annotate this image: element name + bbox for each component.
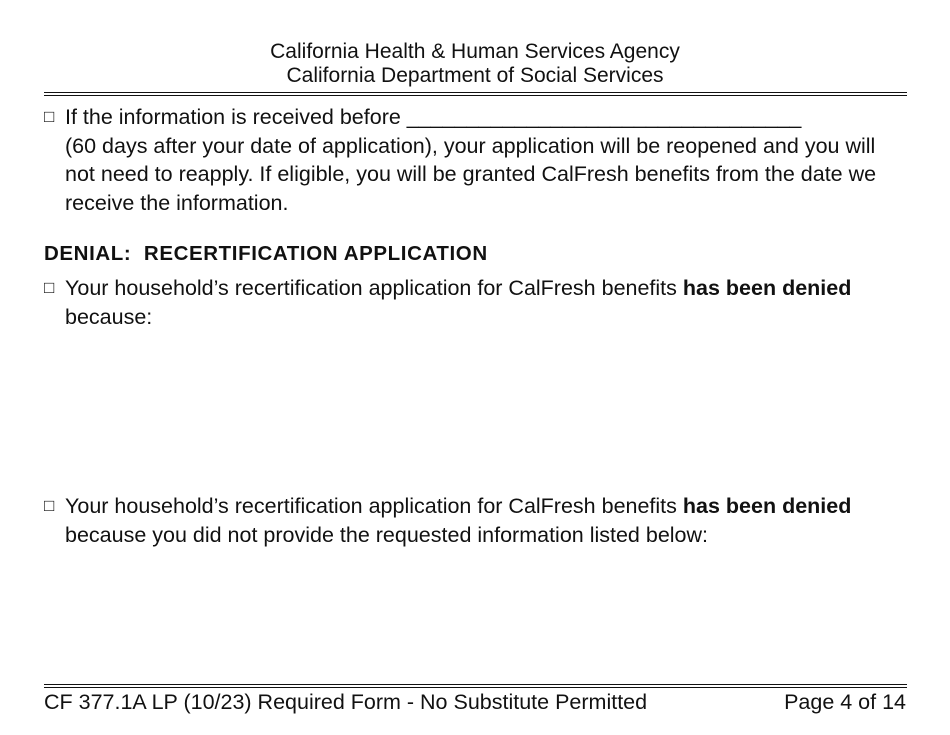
department-name: California Department of Social Services	[286, 64, 664, 87]
checkbox-icon[interactable]: □	[44, 496, 55, 515]
denied-info-lead: Your household’s recertification application for CalFresh benefits	[65, 494, 683, 518]
denied-reason-lead: Your household’s recertification application for CalFresh benefits	[65, 276, 683, 300]
denied-reason-emphasis: has been denied	[682, 276, 852, 300]
header-divider	[44, 92, 907, 96]
reopen-text-lead: If the information is received before	[65, 105, 407, 129]
agency-name: California Health & Human Services Agency	[270, 40, 680, 63]
page-header	[0, 40, 950, 88]
checkbox-icon[interactable]: □	[44, 278, 55, 297]
denied-info-tail: because you did not provide the requested information listed below:	[65, 522, 709, 547]
section-heading: DENIAL: RECERTIFICATION APPLICATION	[44, 242, 488, 265]
denied-info-option	[44, 492, 904, 549]
reopen-option-text	[65, 103, 904, 217]
checkbox-icon[interactable]: □	[44, 107, 55, 126]
denied-info-emphasis: has been denied	[682, 494, 852, 518]
denied-info-text	[65, 492, 904, 549]
denied-reason-option	[44, 274, 904, 331]
date-blank-field[interactable]: _________________________________	[406, 105, 802, 129]
denied-reason-text	[65, 274, 904, 331]
page-number: Page 4 of 14	[784, 690, 906, 714]
reopen-option	[44, 103, 904, 217]
reopen-text-body: (60 days after your date of application), your application will be reopened and you will not need to reapply. If eligible, you will be granted CalFresh benefits from the date we receive the information.	[65, 133, 877, 215]
form-identifier: CF 377.1A LP (10/23) Required Form - No Substitute Permitted	[44, 690, 648, 714]
denied-reason-tail: because:	[65, 304, 153, 329]
